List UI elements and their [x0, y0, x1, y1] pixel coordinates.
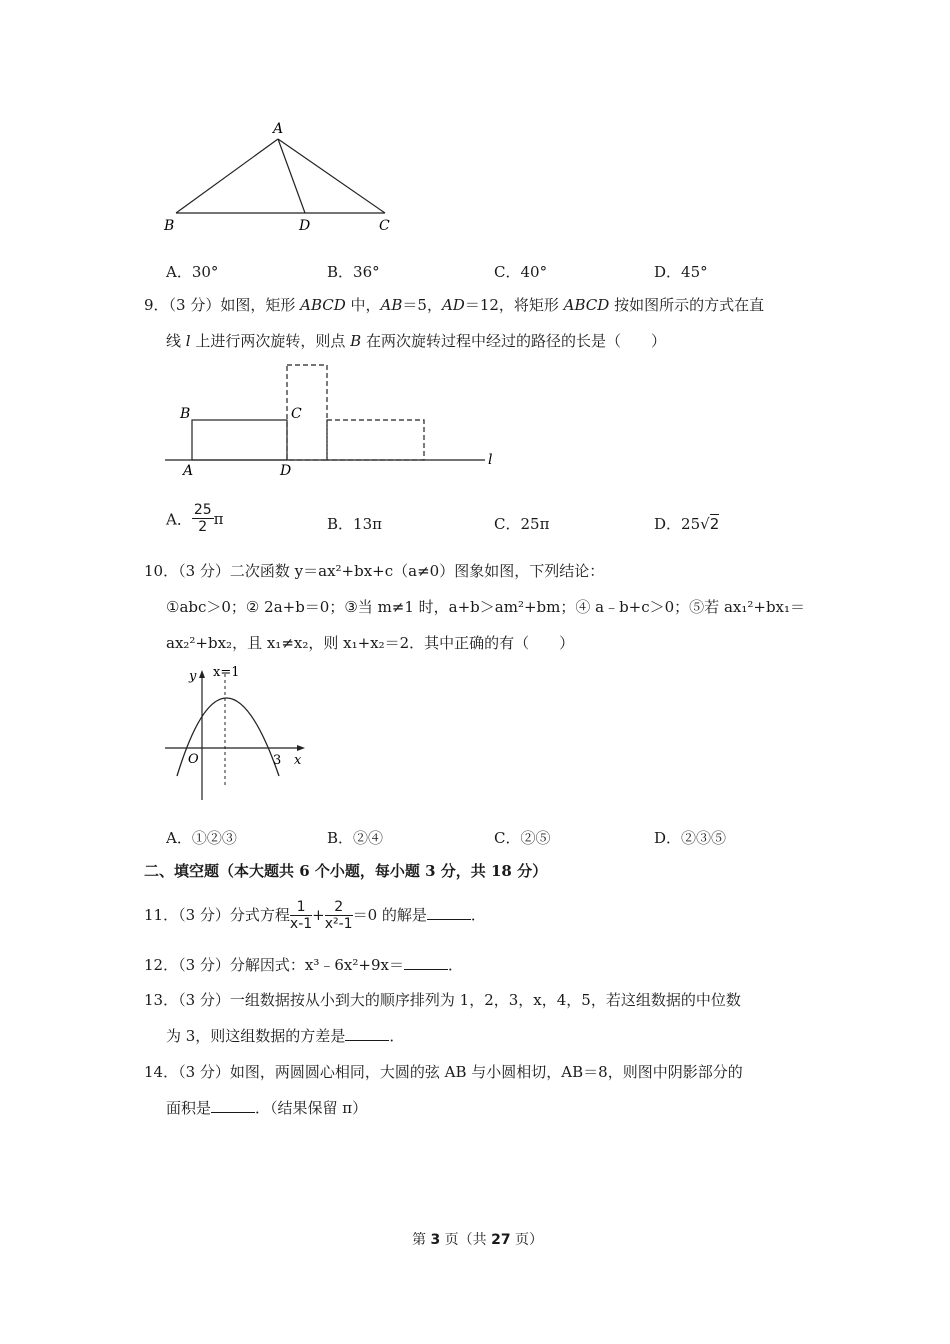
- q10-line2: ①abc＞0；② 2a+b＝0；③当 m≠1 时，a+b＞am²+bm；④ a﹣b+c＞0；⑤若 ax₁²+bx₁＝: [166, 598, 806, 616]
- q10-option-a[interactable]: A．①②③: [166, 829, 237, 847]
- q8-option-a[interactable]: A．30°: [166, 263, 219, 281]
- label-d: D: [280, 463, 292, 479]
- label-axis-of-symmetry: x=1: [213, 665, 240, 680]
- label-origin: O: [188, 752, 199, 767]
- label-l: l: [488, 452, 493, 468]
- answer-blank[interactable]: [427, 905, 471, 920]
- q9-option-a[interactable]: A． $\frac{25}{2}$ π: [166, 502, 224, 535]
- q9-option-b[interactable]: B．13π: [327, 515, 382, 533]
- label-c: C: [291, 406, 302, 422]
- label-a: A: [183, 463, 194, 479]
- label-x: x: [294, 753, 302, 768]
- parabola-figure: [155, 660, 315, 805]
- q10-line3: ax₂²+bx₂，且 x₁≠x₂，则 x₁+x₂＝2．其中正确的有（ ）: [166, 634, 575, 652]
- rectangle-abcd: [192, 420, 287, 460]
- q9-line2: 线 l 上进行两次旋转，则点 B 在两次旋转过程中经过的路径的长是（ ）: [166, 332, 666, 350]
- answer-blank[interactable]: [404, 955, 448, 970]
- q10-option-c[interactable]: C．②⑤: [494, 829, 551, 847]
- label-a: A: [273, 121, 284, 137]
- q8-option-c[interactable]: C．40°: [494, 263, 548, 281]
- q9-option-d[interactable]: D．25√2: [654, 515, 720, 533]
- triangle-segment-ad: [278, 139, 305, 213]
- answer-blank[interactable]: [211, 1098, 255, 1113]
- label-c: C: [379, 218, 390, 234]
- q13-line2: 为 3，则这组数据的方差是 ．: [166, 1027, 405, 1045]
- section-title: 二、填空题（本大题共 6 个小题，每小题 3 分，共 18 分）: [144, 862, 548, 880]
- q9-line1: 9．（3 分）如图，矩形 ABCD 中，AB＝5，AD＝12，将矩形 ABCD 按如图所示的方式在直: [144, 296, 765, 314]
- y-axis-arrow-icon: [199, 670, 205, 678]
- q10-option-d[interactable]: D．②③⑤: [654, 829, 727, 847]
- triangle-figure: [150, 115, 410, 240]
- q9-option-c[interactable]: C．25π: [494, 515, 550, 533]
- q11-line: 11．（3 分）分式方程 $\frac{1}{x-1}$ + $\frac{2}{\text{x²-1}}$ ＝0 的解是 ．: [144, 899, 486, 932]
- fraction-1: $\frac{1}{x-1}$: [289, 899, 313, 932]
- q8-option-b[interactable]: B．36°: [327, 263, 380, 281]
- triangle-side-ab: [176, 139, 278, 213]
- q8-option-d[interactable]: D．45°: [654, 263, 708, 281]
- answer-blank[interactable]: [345, 1026, 389, 1041]
- label-b: B: [164, 218, 175, 234]
- q10-option-b[interactable]: B．②④: [327, 829, 384, 847]
- q14-line1: 14．（3 分）如图，两圆圆心相同，大圆的弦 AB 与小圆相切，AB＝8，则图中阴影部分的: [144, 1063, 743, 1081]
- q10-line1: 10．（3 分）二次函数 y＝ax²+bx+c（a≠0）图象如图，下列结论：: [144, 562, 605, 580]
- page-footer: 第 3 页（共 27 页）: [412, 1232, 544, 1248]
- fraction-25-2: $\frac{25}{2}$: [193, 502, 212, 535]
- rectangle-rotation-figure: [155, 355, 505, 480]
- fraction-2: $\frac{2}{\text{x²-1}}$: [324, 899, 353, 932]
- x-axis-arrow-icon: [297, 745, 305, 751]
- q12-line: 12．（3 分）分解因式：x³﹣6x²+9x＝ ．: [144, 956, 463, 974]
- sqrt-icon: √: [700, 515, 710, 533]
- rectangle-rotated-2: [327, 420, 424, 460]
- label-three: 3: [273, 753, 282, 768]
- q14-line2: 面积是 ．（结果保留 π）: [166, 1099, 368, 1117]
- label-d: D: [299, 218, 311, 234]
- label-b: B: [180, 406, 191, 422]
- q13-line1: 13．（3 分）一组数据按从小到大的顺序排列为 1，2，3，x，4，5，若这组数据的中位数: [144, 991, 741, 1009]
- label-y: y: [189, 669, 197, 684]
- triangle-side-ac: [278, 139, 385, 213]
